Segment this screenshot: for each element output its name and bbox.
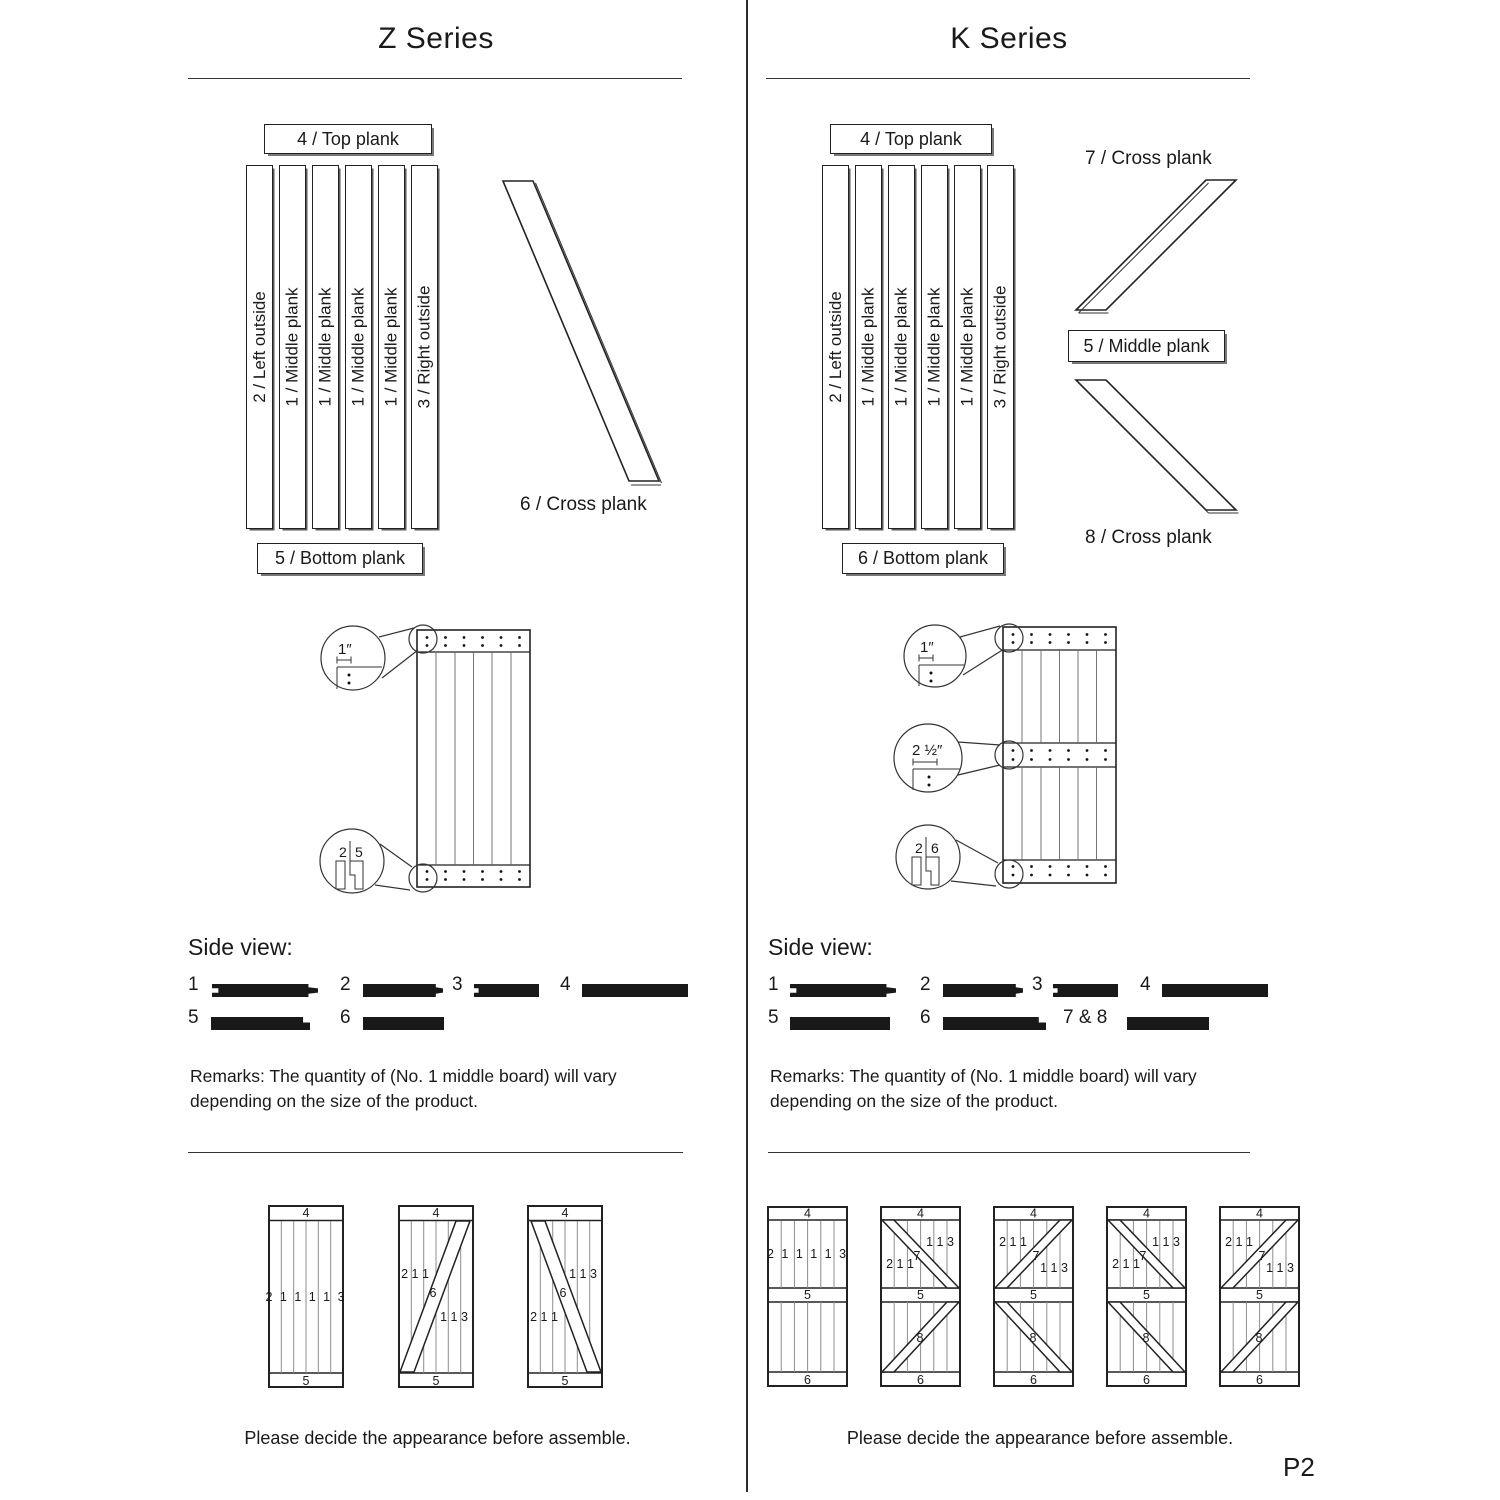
k-door-option-3 bbox=[993, 1206, 1074, 1387]
z-side-bar-3 bbox=[474, 984, 539, 997]
door-num: 1 1 3 bbox=[1040, 1261, 1068, 1275]
door-num: 5 bbox=[917, 1288, 924, 1302]
z-side-num-6: 6 bbox=[340, 1007, 351, 1028]
z-series-title: Z Series bbox=[378, 22, 494, 55]
z-side-view-heading: Side view: bbox=[188, 934, 293, 960]
k-plank-left-outside: 2 / Left outside bbox=[822, 165, 849, 529]
k-cross-plank-8-label: 8 / Cross plank bbox=[1085, 527, 1212, 548]
z-side-bar-1 bbox=[212, 984, 318, 997]
door-num: 6 bbox=[1143, 1373, 1150, 1387]
door-num: 5 bbox=[1256, 1288, 1263, 1302]
door-num: 6 bbox=[1030, 1373, 1037, 1387]
k-top-plank-label bbox=[830, 124, 992, 154]
door-num: 8 bbox=[916, 1331, 924, 1345]
k-decide-note: Please decide the appearance before assemble. bbox=[846, 1428, 1234, 1448]
door-num: 8 bbox=[1029, 1331, 1037, 1345]
k-separator bbox=[768, 1152, 1250, 1153]
door-num: 7 bbox=[1032, 1249, 1040, 1263]
k-plank-middle-1: 1 / Middle plank bbox=[855, 165, 882, 529]
z-bottom-plank-text: 5 / Bottom plank bbox=[274, 548, 406, 568]
k-side-num-7-8: 7 & 8 bbox=[1063, 1007, 1108, 1028]
z-cross-plank-label: 6 / Cross plank bbox=[520, 494, 647, 515]
z-top-plank-text: 4 / Top plank bbox=[297, 128, 399, 149]
door-num: 2 1 1 bbox=[999, 1235, 1027, 1249]
z-side-bar-5 bbox=[211, 1017, 310, 1030]
k-plank-middle-3: 1 / Middle plank bbox=[921, 165, 948, 529]
k-remarks: Remarks: The quantity of (No. 1 middle board) will vary depending on the size of the product. bbox=[770, 1066, 1197, 1112]
door-num: 2 1 1 bbox=[1112, 1257, 1140, 1271]
k-dim-1inch: 1″ bbox=[920, 639, 934, 656]
door-num: 8 bbox=[1255, 1331, 1263, 1345]
door-num: 5 bbox=[804, 1288, 811, 1302]
k-side-bar-4 bbox=[1162, 984, 1268, 997]
door-num: 2 1 1 bbox=[401, 1267, 429, 1281]
k-side-bar-3 bbox=[1053, 984, 1118, 997]
k-side-bar-1 bbox=[790, 984, 896, 997]
z-assembly-diagram bbox=[300, 612, 560, 912]
z-remarks: Remarks: The quantity of (No. 1 middle board) will vary depending on the size of the product. bbox=[190, 1066, 617, 1112]
k-side-num-6: 6 bbox=[920, 1007, 931, 1028]
z-title-rule bbox=[188, 78, 682, 79]
k-cross-plank-7-drawing bbox=[1060, 170, 1250, 325]
page-number: P2 bbox=[1283, 1452, 1315, 1482]
door-num: 6 bbox=[429, 1286, 437, 1300]
z-plank-left-outside: 2 / Left outside bbox=[246, 165, 273, 529]
door-num: 6 bbox=[804, 1373, 811, 1387]
k-joint-num-2: 2 bbox=[915, 840, 923, 856]
k-side-num-5: 5 bbox=[768, 1007, 779, 1028]
k-side-num-3: 3 bbox=[1032, 974, 1043, 995]
k-door-option-4 bbox=[1106, 1206, 1187, 1387]
door-num: 1 1 3 bbox=[1266, 1261, 1294, 1275]
z-plank-middle-2: 1 / Middle plank bbox=[312, 165, 339, 529]
z-plank-middle-3: 1 / Middle plank bbox=[345, 165, 372, 529]
k-dim-2half-inch: 2 ½″ bbox=[912, 742, 943, 759]
z-cross-plank-drawing bbox=[480, 168, 690, 508]
door-num: 4 bbox=[917, 1206, 924, 1221]
k-series-title: K Series bbox=[950, 22, 1068, 55]
z-side-num-3: 3 bbox=[452, 974, 463, 995]
z-plank-middle-4: 1 / Middle plank bbox=[378, 165, 405, 529]
column-divider bbox=[746, 0, 748, 1492]
k-middle-plank-text: 5 / Middle plank bbox=[1083, 335, 1210, 356]
z-side-num-5: 5 bbox=[188, 1007, 199, 1028]
z-side-num-2: 2 bbox=[340, 974, 351, 995]
z-side-num-1: 1 bbox=[188, 974, 199, 995]
k-side-num-4: 4 bbox=[1140, 974, 1151, 995]
z-side-num-4: 4 bbox=[560, 974, 571, 995]
k-middle-plank-label bbox=[1068, 330, 1225, 362]
k-joint-num-6: 6 bbox=[931, 840, 939, 856]
k-assembly-diagram bbox=[872, 612, 1162, 912]
door-num: 4 bbox=[804, 1206, 811, 1221]
door-num: 5 bbox=[561, 1374, 569, 1388]
door-num: 1 1 3 bbox=[1152, 1235, 1180, 1249]
k-side-view-heading: Side view: bbox=[768, 934, 873, 960]
door-num: 1 1 3 bbox=[440, 1310, 468, 1324]
door-num: 2 1 1 bbox=[530, 1310, 558, 1324]
k-side-bar-7-8 bbox=[1127, 1017, 1209, 1030]
door-num: 1 1 3 bbox=[926, 1235, 954, 1249]
z-door-option-3 bbox=[527, 1205, 603, 1388]
z-bottom-plank-label bbox=[257, 543, 423, 574]
z-door-option-1 bbox=[265, 1205, 347, 1388]
door-num: 4 bbox=[432, 1206, 440, 1220]
k-door-option-1 bbox=[767, 1206, 848, 1387]
door-num: 7 bbox=[913, 1249, 921, 1263]
door-num: 6 bbox=[1256, 1373, 1263, 1387]
door-num: 4 bbox=[302, 1206, 310, 1220]
z-side-bar-2 bbox=[363, 984, 443, 997]
z-side-bar-6 bbox=[363, 1017, 444, 1030]
z-separator bbox=[188, 1152, 683, 1153]
z-joint-num-5: 5 bbox=[355, 844, 363, 860]
door-num: 6 bbox=[917, 1373, 924, 1387]
door-num: 1 1 3 bbox=[569, 1267, 597, 1281]
z-decide-note: Please decide the appearance before assemble. bbox=[244, 1428, 631, 1448]
k-bottom-plank-text: 6 / Bottom plank bbox=[857, 548, 989, 568]
z-joint-num-2: 2 bbox=[339, 844, 347, 860]
door-num: 8 bbox=[1142, 1331, 1150, 1345]
k-plank-middle-4: 1 / Middle plank bbox=[954, 165, 981, 529]
door-num: 2 1 1 1 1 3 bbox=[766, 1247, 849, 1261]
k-plank-middle-2: 1 / Middle plank bbox=[888, 165, 915, 529]
z-plank-middle-1: 1 / Middle plank bbox=[279, 165, 306, 529]
k-top-plank-text: 4 / Top plank bbox=[860, 128, 962, 149]
door-num: 2 1 1 bbox=[886, 1257, 914, 1271]
z-side-bar-4 bbox=[582, 984, 688, 997]
z-door-option-2 bbox=[398, 1205, 474, 1388]
k-side-bar-6 bbox=[943, 1017, 1046, 1030]
k-cross-plank-7-label: 7 / Cross plank bbox=[1085, 148, 1212, 169]
door-num: 4 bbox=[1030, 1206, 1037, 1221]
door-num: 5 bbox=[1030, 1288, 1037, 1302]
k-door-option-2 bbox=[880, 1206, 961, 1387]
k-cross-plank-8-drawing bbox=[1060, 368, 1250, 523]
k-side-num-1: 1 bbox=[768, 974, 779, 995]
door-num: 4 bbox=[1256, 1206, 1263, 1221]
door-num: 6 bbox=[559, 1286, 567, 1300]
k-side-bar-5 bbox=[790, 1017, 890, 1030]
door-num: 4 bbox=[1143, 1206, 1150, 1221]
k-plank-right-outside: 3 / Right outside bbox=[987, 165, 1014, 529]
z-dim-1inch: 1″ bbox=[338, 641, 352, 658]
door-num: 5 bbox=[302, 1374, 310, 1388]
door-num: 2 1 1 bbox=[1225, 1235, 1253, 1249]
door-num: 4 bbox=[561, 1206, 569, 1220]
z-top-plank-label bbox=[264, 124, 432, 154]
k-side-num-2: 2 bbox=[920, 974, 931, 995]
door-num: 7 bbox=[1258, 1249, 1266, 1263]
door-num: 5 bbox=[432, 1374, 440, 1388]
k-side-bar-2 bbox=[943, 984, 1023, 997]
door-num: 2 1 1 1 1 3 bbox=[265, 1290, 347, 1304]
k-door-option-5 bbox=[1219, 1206, 1300, 1387]
z-plank-right-outside: 3 / Right outside bbox=[411, 165, 438, 529]
door-num: 5 bbox=[1143, 1288, 1150, 1302]
door-num: 7 bbox=[1139, 1249, 1147, 1263]
k-title-rule bbox=[766, 78, 1250, 79]
k-bottom-plank-label bbox=[842, 543, 1004, 574]
